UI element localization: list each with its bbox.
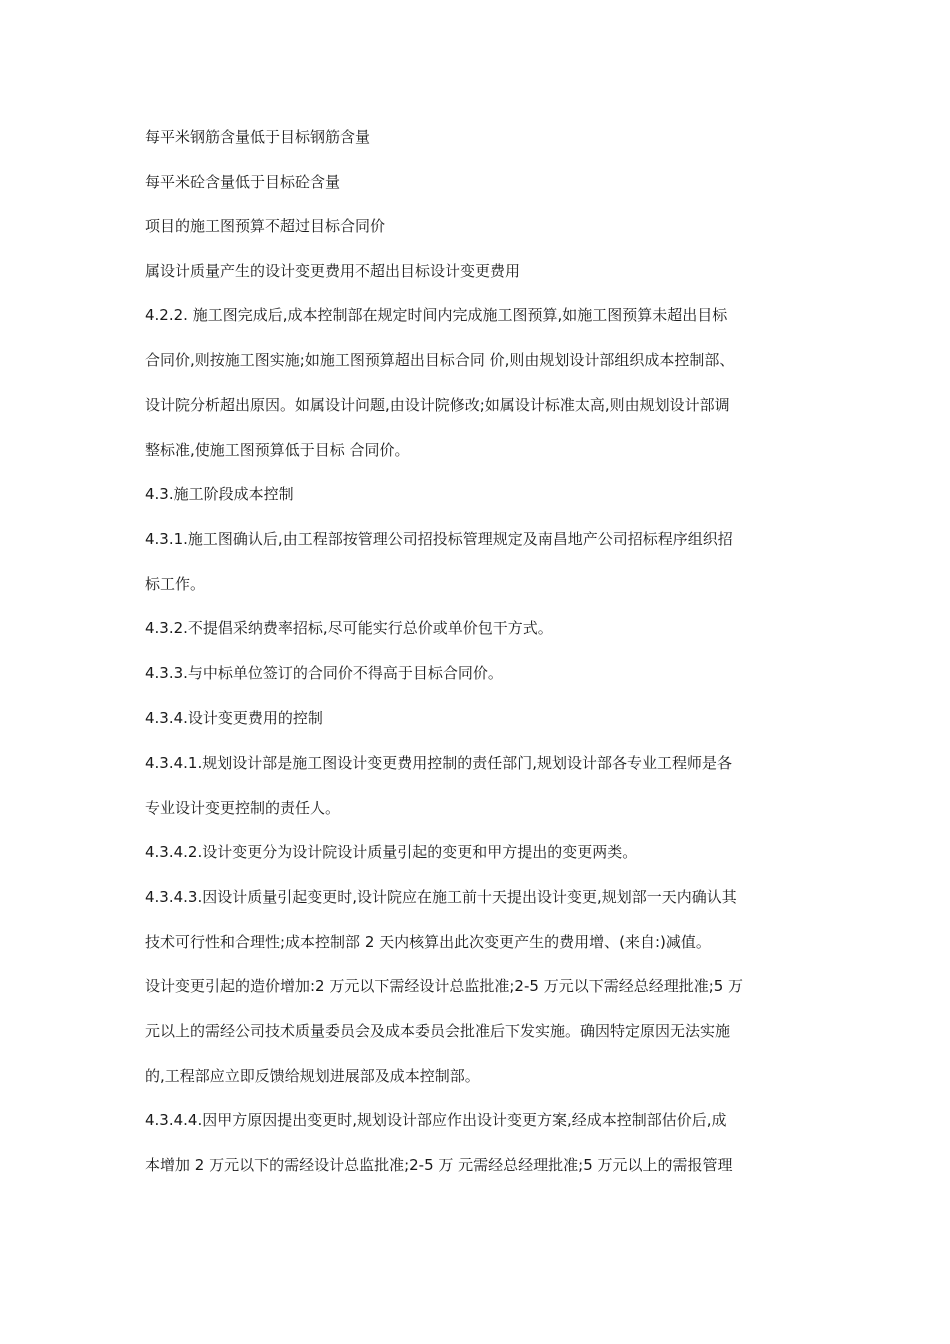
text-line: 合同价,则按施工图实施;如施工图预算超出目标合同 价,则由规划设计部组织成本控制部、 [145, 351, 735, 369]
text-line: 标工作。 [145, 575, 206, 593]
text-line: 属设计质量产生的设计变更费用不超出目标设计变更费用 [145, 262, 521, 280]
section-heading: 4.3.施工阶段成本控制 [145, 485, 294, 503]
text-line: 技术可行性和合理性;成本控制部 2 天内核算出此次变更产生的费用增、(来自:)减值。 [145, 933, 711, 951]
text-line: 4.3.4.4.因甲方原因提出变更时,规划设计部应作出设计变更方案,经成本控制部估价后,成 [145, 1111, 727, 1129]
text-line: 4.3.3.与中标单位签订的合同价不得高于目标合同价。 [145, 664, 503, 682]
text-line: 4.3.4.2.设计变更分为设计院设计质量引起的变更和甲方提出的变更两类。 [145, 843, 638, 861]
text-line: 4.3.4.3.因设计质量引起变更时,设计院应在施工前十天提出设计变更,规划部一天内确认其 [145, 888, 737, 906]
text-line: 4.3.4.1.规划设计部是施工图设计变更费用控制的责任部门,规划设计部各专业工程师是各 [145, 754, 733, 772]
text-line: 设计院分析超出原因。如属设计问题,由设计院修改;如属设计标准太高,则由规划设计部调 [145, 396, 730, 414]
text-line: 项目的施工图预算不超过目标合同价 [145, 217, 386, 235]
text-line: 的,工程部应立即反馈给规划进展部及成本控制部。 [145, 1067, 480, 1085]
text-line: 整标准,使施工图预算低于目标 合同价。 [145, 441, 410, 459]
text-line: 4.3.2.不提倡采纳费率招标,尽可能实行总价或单价包干方式。 [145, 619, 553, 637]
text-line: 每平米钢筋含量低于目标钢筋含量 [145, 128, 371, 146]
section-heading: 4.3.4.设计变更费用的控制 [145, 709, 323, 727]
text-line: 专业设计变更控制的责任人。 [145, 799, 341, 817]
text-line: 本增加 2 万元以下的需经设计总监批准;2-5 万 元需经总经理批准;5 万元以上的需报管理 [145, 1156, 733, 1174]
text-line: 元以上的需经公司技术质量委员会及成本委员会批准后下发实施。确因特定原因无法实施 [145, 1022, 731, 1040]
text-line: 4.3.1.施工图确认后,由工程部按管理公司招投标管理规定及南昌地产公司招标程序组织招 [145, 530, 733, 548]
text-line: 4.2.2. 施工图完成后,成本控制部在规定时间内完成施工图预算,如施工图预算未超出目标 [145, 306, 728, 324]
text-line: 每平米砼含量低于目标砼含量 [145, 173, 341, 191]
text-line: 设计变更引起的造价增加:2 万元以下需经设计总监批准;2-5 万元以下需经总经理批准;5 万 [145, 977, 744, 995]
